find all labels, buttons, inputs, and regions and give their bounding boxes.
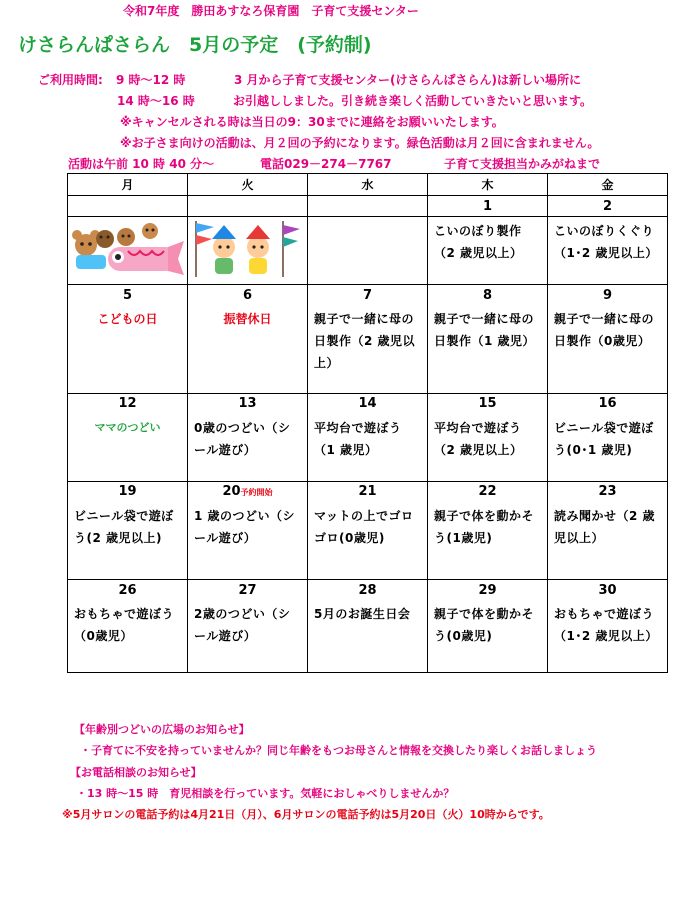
hours-afternoon: 14 時～16 時: [117, 94, 195, 108]
page-title: けさらんぱさらん 5月の予定 (予約制): [18, 34, 372, 56]
activity-text: 0歳のつどい（シール遊び）: [194, 420, 291, 457]
activity-text: 読み聞かせ（2 歳児以上）: [554, 508, 656, 545]
date-cell: [188, 196, 308, 217]
weekday-mon: 月: [68, 174, 188, 196]
activity-start-time: 活動は午前 10 時 40 分～: [68, 157, 215, 171]
activity-cell: [548, 502, 668, 580]
monthly-calendar: [67, 173, 668, 673]
activity-cell: [428, 305, 548, 393]
date-cell: 8: [428, 285, 548, 306]
activity-cell: [308, 502, 428, 580]
activity-cell: [308, 600, 428, 672]
date-cell: 7: [308, 285, 428, 306]
activity-text: 5月のお誕生日会: [314, 607, 411, 621]
phone-number: 電話029－274－7767: [260, 157, 392, 171]
date-cell-with-note: [188, 481, 308, 502]
activity-cell: [68, 502, 188, 580]
date-cell: 30: [548, 580, 668, 601]
activity-text: 親子で一緒に母の日製作（2 歳児以上）: [314, 312, 416, 370]
koinobori-illustration-cell: [68, 217, 188, 285]
week-3-activities: [68, 414, 668, 482]
cancellation-notice: ※キャンセルされる時は当日の9：30までに連絡をお願いいたします。: [120, 115, 504, 129]
activity-cell: [428, 217, 548, 285]
week-3-dates: [68, 393, 668, 414]
activity-text: 2歳のつどい（シール遊び）: [194, 607, 291, 643]
date-cell: 1: [428, 196, 548, 217]
week-5-dates: [68, 580, 668, 601]
date-cell: 21: [308, 481, 428, 502]
activity-cell: [308, 217, 428, 285]
activity-cell: [68, 414, 188, 482]
date-cell: 14: [308, 393, 428, 414]
phone-consult-heading: 【お電話相談のお知らせ】: [70, 766, 202, 779]
hours-morning: 9 時～12 時: [116, 73, 186, 87]
weekday-thu: 木: [428, 174, 548, 196]
hours-label: ご利用時間:: [38, 73, 103, 87]
activity-cell: [68, 305, 188, 393]
week-4-dates: [68, 481, 668, 502]
green-activity-label: ママのつどい: [94, 420, 161, 434]
date-cell-holiday: 6: [188, 285, 308, 306]
children-illustration-cell: [188, 217, 308, 285]
date-cell: 23: [548, 481, 668, 502]
week-2-activities: [68, 305, 668, 393]
activity-text: おもちゃで遊ぼう（1･2 歳児以上）: [554, 607, 658, 643]
plaza-notice-text: ・子育てに不安を持っていませんか？同じ年齢をもつお母さんと情報を交換したり楽しくお話しましょう: [80, 744, 597, 757]
children-kabuto-illustration: [188, 217, 306, 279]
activity-cell: [548, 305, 668, 393]
activity-cell: [188, 414, 308, 482]
activity-text: 平均台で遊ぼう（2 歳児以上）: [434, 420, 523, 457]
activity-cell: [428, 414, 548, 482]
phone-consult-text: ・13 時～15 時 育児相談を行っています。気軽におしゃべりしませんか？: [76, 787, 455, 800]
organization-name: 令和7年度 勝田あすなろ保育園 子育て支援センター: [123, 4, 419, 18]
carp-streamer-illustration: [68, 217, 186, 279]
date-cell: 29: [428, 580, 548, 601]
activity-text: 親子で体を動かそう(1歳児): [434, 508, 535, 545]
weekday-tue: 火: [188, 174, 308, 196]
date-cell: 19: [68, 481, 188, 502]
activity-text: ビニール袋で遊ぼう(0･1 歳児): [554, 420, 654, 457]
reservation-start-note: 予約開始: [240, 488, 273, 497]
activity-cell: [188, 600, 308, 672]
activity-cell: [428, 502, 548, 580]
holiday-label: 振替休日: [223, 312, 272, 326]
week-1-dates: [68, 196, 668, 217]
date-cell: 26: [68, 580, 188, 601]
activity-text: こいのぼりくぐり（1･2 歳児以上）: [554, 224, 658, 260]
activity-cell: [308, 414, 428, 482]
activity-text: 1 歳のつどい（シール遊び）: [194, 508, 296, 545]
relocation-notice-line-1: 3 月から子育て支援センター(けさらんぱさらん)は新しい場所に: [234, 73, 582, 87]
weekday-fri: 金: [548, 174, 668, 196]
activity-cell: [548, 600, 668, 672]
weekday-wed: 水: [308, 174, 428, 196]
date-cell: 22: [428, 481, 548, 502]
activity-cell: [308, 305, 428, 393]
plaza-notice-heading: 【年齢別つどいの広場のお知らせ】: [74, 723, 250, 736]
activity-text: 親子で一緒に母の日製作（0歳児）: [554, 312, 655, 348]
date-number: 20: [222, 484, 241, 499]
date-cell: 28: [308, 580, 428, 601]
date-cell: 12: [68, 393, 188, 414]
relocation-notice-line-2: お引越ししました。引き続き楽しく活動していきたいと思います。: [233, 94, 593, 108]
date-cell: 9: [548, 285, 668, 306]
activity-cell: [188, 305, 308, 393]
activity-text: こいのぼり製作（2 歳児以上）: [434, 224, 523, 260]
date-cell: 15: [428, 393, 548, 414]
week-5-activities: [68, 600, 668, 672]
weekday-header-row: [68, 174, 668, 196]
activity-text: 親子で一緒に母の日製作（1 歳児）: [434, 312, 536, 348]
date-cell-holiday: 5: [68, 285, 188, 306]
activity-text: ビニール袋で遊ぼう(2 歳児以上): [74, 508, 174, 545]
activity-text: おもちゃで遊ぼう（0歳児）: [74, 607, 175, 643]
activity-cell: [188, 502, 308, 580]
activity-cell: [428, 600, 548, 672]
activity-text: 親子で体を動かそう(0歳児): [434, 607, 535, 643]
date-cell: 16: [548, 393, 668, 414]
reservation-notice: ※お子さま向けの活動は、月２回の予約になります。緑色活動は月２回に含まれません。: [120, 136, 600, 150]
activity-text: 平均台で遊ぼう（1 歳児）: [314, 420, 402, 457]
week-4-activities: [68, 502, 668, 580]
date-cell: [308, 196, 428, 217]
date-cell: 2: [548, 196, 668, 217]
week-2-dates: [68, 285, 668, 306]
date-cell: 13: [188, 393, 308, 414]
activity-text: マットの上でゴロゴロ(0歳児): [314, 508, 414, 545]
contact-person: 子育て支援担当かみがねまで: [444, 157, 601, 171]
date-cell: 27: [188, 580, 308, 601]
activity-cell: [68, 600, 188, 672]
date-cell: [68, 196, 188, 217]
salon-reservation-notice: ※5月サロンの電話予約は4月21日（月）、6月サロンの電話予約は5月20日（火）10時からです。: [62, 808, 550, 821]
week-1-activities: [68, 217, 668, 285]
activity-cell: [548, 414, 668, 482]
activity-cell: [548, 217, 668, 285]
holiday-label: こどもの日: [97, 312, 158, 326]
